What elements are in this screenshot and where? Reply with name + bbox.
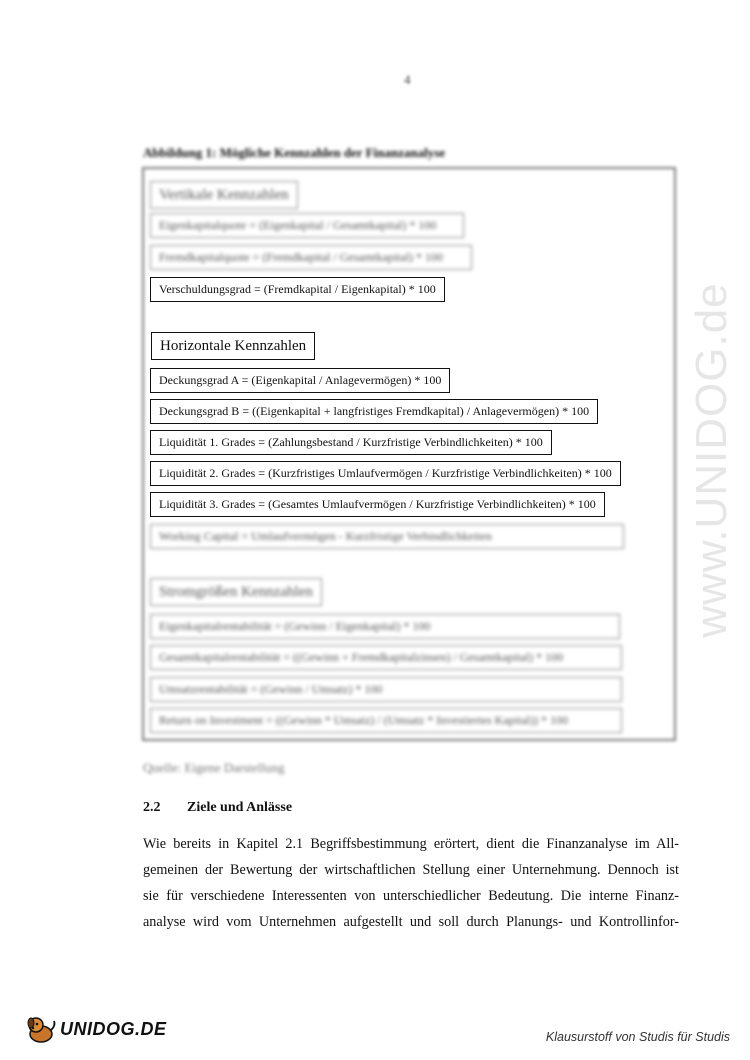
formula-box: Umsatzrentabilität = (Gewinn / Umsatz) * 100	[150, 677, 622, 702]
figure-source: Quelle: Eigene Darstellung	[143, 760, 285, 775]
formula-box: Liquidität 2. Grades = (Kurzfristiges Umlaufvermögen / Kurzfristige Verbindlichkeiten) * 100	[150, 461, 621, 486]
formula-box: Liquidität 3. Grades = (Gesamtes Umlaufvermögen / Kurzfristige Verbindlichkeiten) * 100	[150, 492, 605, 517]
page-number: 4	[404, 72, 411, 87]
formula-box: Verschuldungsgrad = (Fremdkapital / Eigenkapital) * 100	[150, 277, 445, 302]
body-line: analyse wird vom Unternehmen aufgestellt und soll durch Planungs- und Kontrollinfor-	[143, 914, 679, 930]
formula-box: Liquidität 1. Grades = (Zahlungsbestand / Kurzfristige Verbindlichkeiten) * 100	[150, 430, 552, 455]
formula-box: Gesamtkapitalrentabilität = ((Gewinn + Fremdkapitalzinsen) / Gesamtkapital) * 100	[150, 645, 622, 670]
formula-box: Deckungsgrad A = (Eigenkapital / Anlagevermögen) * 100	[150, 368, 450, 393]
body-line: Wie bereits in Kapitel 2.1 Begriffsbestimmung erörtert, dient die Finanzanalyse im All-	[143, 836, 679, 852]
watermark: www.UNIDOG.de	[687, 282, 736, 638]
group-heading-flow: Stromgrößen Kennzahlen	[150, 578, 322, 606]
dog-icon	[24, 1014, 58, 1044]
footer-slogan: Klausurstoff von Studis für Studis	[545, 1030, 730, 1044]
body-line: gemeinen der Bewertung der wirtschaftlichen Stellung einer Unternehmung. Dennoch ist	[143, 862, 679, 878]
group-heading-vertical: Vertikale Kennzahlen	[150, 181, 298, 209]
formula-box: Eigenkapitalquote = (Eigenkapital / Gesamtkapital) * 100	[150, 213, 464, 238]
unidog-logo	[24, 1014, 167, 1044]
group-heading-horizontal: Horizontale Kennzahlen	[151, 332, 315, 360]
formula-box: Return on Investment = ((Gewinn * Umsatz) / (Umsatz * Investiertes Kapital)) * 100	[150, 708, 622, 733]
body-paragraph	[143, 831, 679, 935]
formula-box: Working Capital = Umlaufvermögen - Kurzfristige Verbindlichkeiten	[150, 524, 624, 549]
section-heading	[143, 800, 292, 816]
body-line: sie für verschiedene Interessenten von unterschiedlicher Bedeutung. Die interne Finanz-	[143, 888, 679, 904]
formula-box: Eigenkapitalrentabilität = (Gewinn / Eigenkapital) * 100	[150, 614, 620, 639]
logo-text: UNIDOG.DE	[60, 1018, 167, 1039]
section-title: Ziele und Anlässe	[187, 800, 293, 815]
figure-caption: Abbildung 1: Mögliche Kennzahlen der Finanzanalyse	[143, 145, 446, 160]
formula-box: Deckungsgrad B = ((Eigenkapital + langfristiges Fremdkapital) / Anlagevermögen) * 100	[150, 399, 598, 424]
section-number: 2.2	[143, 800, 161, 815]
formula-box: Fremdkapitalquote = (Fremdkapital / Gesamtkapital) * 100	[150, 245, 472, 270]
